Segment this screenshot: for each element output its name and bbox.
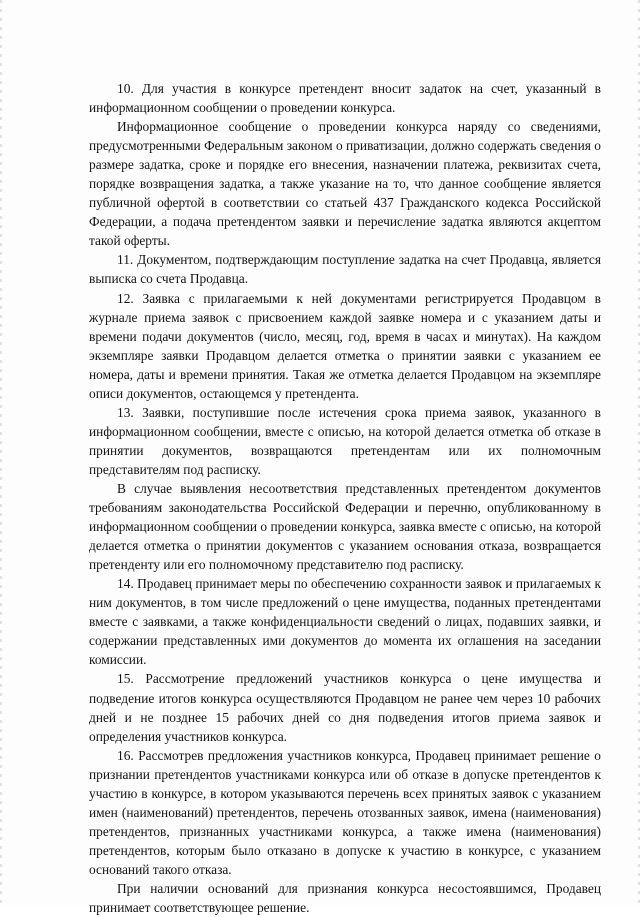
paragraph-16-failed-contest: При наличии оснований для признания конкурса несостоявшимся, Продавец принимает соответствующее решение. — [89, 880, 601, 916]
paragraph-16: 16. Рассмотрев предложения участников конкурса, Продавец принимает решение о признании претендентов участниками конкурса или об отказе в допуске претендентов к участию в конкурсе, в котором указываются перечень всех принятых заявок с указанием имен (наименований) претендентов, перечень отозванных заявок, имена (наименования) претендентов, признанных участниками конкурса, а также имена (наименования) претендентов, которым было отказано в допуске к участию в конкурсе, с указанием оснований такого отказа. — [89, 747, 601, 877]
paragraph-13-mismatch: В случае выявления несоответствия представленных претендентом документов требованиям законодательства Российской Федерации и перечню, опубликованному в информационном сообщении о проведении конкурса, заявка вместе с описью, на которой делается отметка о принятии документов с указанием основания отказа, возвращается претенденту или его полномочному представителю под расписку. — [89, 480, 601, 573]
paragraph-info-message: Информационное сообщение о проведении конкурса наряду со сведениями, предусмотренными Федеральным законом о приватизации, должно содержать сведения о размере задатка, сроке и порядке его внесения, назначении платежа, реквизитах счета, порядке возвращения задатка, а также указание на то, что данное сообщение является публичной офертой в соответствии со статьей 437 Гражданского кодекса Российской Федерации, а подача претендентом заявки и перечисление задатка являются акцептом такой оферты. — [89, 119, 601, 249]
paragraph-13: 13. Заявки, поступившие после истечения срока приема заявок, указанного в информационном сообщении, вместе с описью, на которой делается отметка об отказе в принятии документов, возвращаются претендентам или их полномочным представителям под расписку. — [89, 404, 601, 477]
paragraph-15: 15. Рассмотрение предложений участников конкурса о цене имущества и подведение итогов конкурса осуществляются Продавцом не ранее чем через 10 рабочих дней и не позднее 15 рабочих дней со дня подведения итогов приема заявок и определения участников конкурса. — [89, 671, 601, 744]
document-body — [89, 79, 601, 917]
paragraph-14: 14. Продавец принимает меры по обеспечению сохранности заявок и прилагаемых к ним документов, в том числе предложений о цене имущества, поданных претендентами вместе с заявками, а также конфиденциальности сведений о лицах, подавших заявки, и содержании представленных ими документов до момента их оглашения на заседании комиссии. — [89, 576, 601, 668]
scan-edge-left — [0, 0, 2, 905]
paragraph-12: 12. Заявка с прилагаемыми к ней документами регистрируется Продавцом в журнале приема заявок с присвоением каждой заявке номера и с указанием даты и времени подачи документов (число, месяц, год, время в часах и минутах). На каждом экземпляре заявки Продавцом делается отметка о принятии заявки с указанием ее номера, даты и времени принятия. Такая же отметка делается Продавцом на экземпляре описи документов, остающемся у претендента. — [89, 290, 601, 401]
paragraph-11: 11. Документом, подтверждающим поступление задатка на счет Продавца, является выписка со счета Продавца. — [89, 252, 601, 287]
paragraph-10: 10. Для участия в конкурсе претендент вносит задаток на счет, указанный в информационном сообщении о проведении конкурса. — [89, 81, 601, 116]
